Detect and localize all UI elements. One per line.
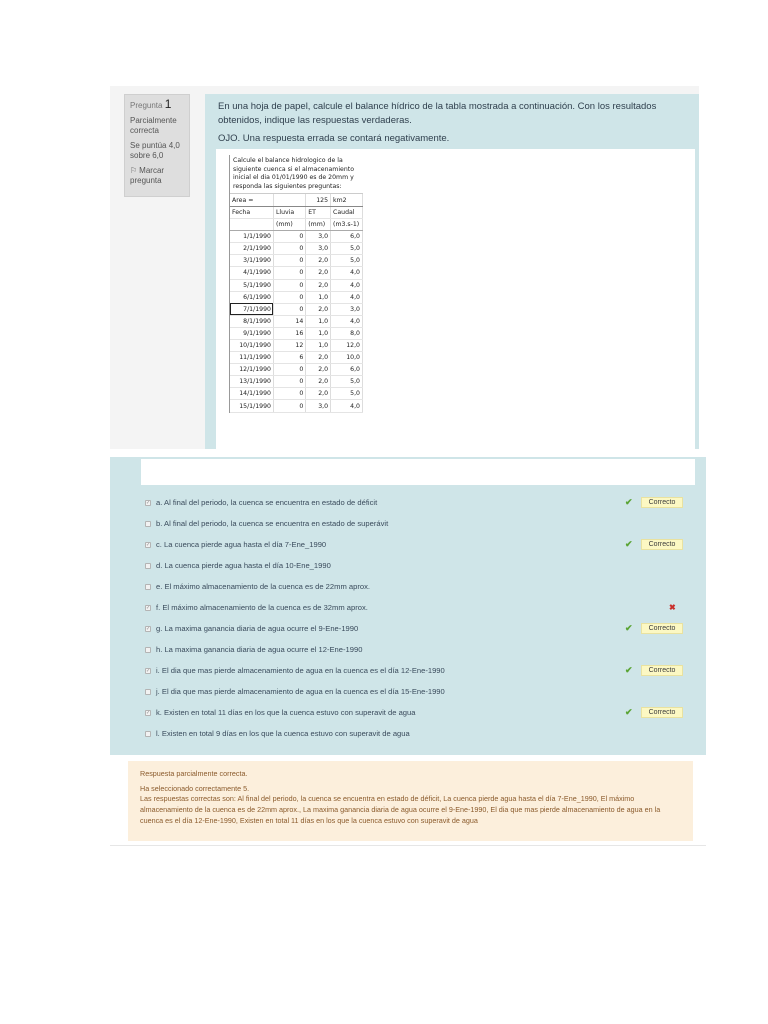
cell-caudal: 10,0	[331, 352, 363, 364]
cell-caudal: 6,0	[331, 231, 363, 243]
unit-et: (mm)	[306, 219, 331, 231]
option-label: i. El dia que mas pierde almacenamiento de agua en la cuenca es el día 12-Ene-1990	[156, 666, 445, 675]
cell-fecha: 3/1/1990	[230, 255, 273, 267]
table-intro-text: Calcule el balance hidrologico de la siguiente cuenca si el almacenamiento inicial el dia 01/01/1990 es de 20mm y responda las siguientes preguntas:	[230, 155, 363, 194]
answer-option-d	[143, 559, 683, 573]
cell-caudal: 5,0	[331, 255, 363, 267]
cell-fecha: 7/1/1990	[230, 303, 273, 315]
option-checkbox[interactable]: ✓	[146, 710, 151, 716]
cell-fecha: 11/1/1990	[230, 352, 273, 364]
cell-caudal: 12,0	[331, 340, 363, 352]
cell-fecha: 13/1/1990	[230, 376, 273, 388]
header-fecha: Fecha	[230, 206, 273, 218]
cell-et: 1,0	[306, 327, 331, 339]
cell-fecha: 1/1/1990	[230, 231, 273, 243]
cell-lluvia: 6	[273, 352, 305, 364]
option-label: e. El máximo almacenamiento de la cuenca es de 22mm aprox.	[156, 582, 370, 591]
answer-option-h	[143, 643, 683, 657]
question-info-box	[124, 94, 190, 197]
question-warning: OJO. Una respuesta errada se contará negativamente.	[218, 133, 450, 144]
cell-caudal: 5,0	[331, 376, 363, 388]
question-label: Pregunta	[130, 101, 163, 110]
cell-et: 1,0	[306, 340, 331, 352]
cell-lluvia: 16	[273, 327, 305, 339]
cell-caudal: 4,0	[331, 315, 363, 327]
correct-badge: Correcto	[641, 623, 683, 634]
option-label: g. La maxima ganancia diaria de agua ocurre el 9-Ene-1990	[156, 624, 359, 633]
cell-fecha: 9/1/1990	[230, 327, 273, 339]
cell-fecha: 2/1/1990	[230, 243, 273, 255]
cell-lluvia: 0	[273, 255, 305, 267]
table-header-row	[230, 206, 363, 218]
correct-badge: Correcto	[641, 707, 683, 718]
cell-lluvia: 14	[273, 315, 305, 327]
option-label: f. El máximo almacenamiento de la cuenca es de 32mm aprox.	[156, 603, 368, 612]
question-panel	[110, 86, 699, 449]
correct-badge: Correcto	[641, 539, 683, 550]
answer-option-b	[143, 517, 683, 531]
cell-fecha: 8/1/1990	[230, 315, 273, 327]
table-row	[230, 364, 363, 376]
cell-et: 2,0	[306, 267, 331, 279]
cell-lluvia: 0	[273, 303, 305, 315]
cell-caudal: 3,0	[331, 303, 363, 315]
option-label: j. El dia que mas pierde almacenamiento de agua en la cuenca es el día 15-Ene-1990	[156, 687, 445, 696]
cell-caudal: 4,0	[331, 279, 363, 291]
cell-caudal: 4,0	[331, 267, 363, 279]
area-value: 125	[306, 194, 331, 206]
cell-et: 1,0	[306, 291, 331, 303]
cell-lluvia: 0	[273, 231, 305, 243]
cross-icon: ✖	[669, 603, 676, 612]
table-row	[230, 400, 363, 412]
option-checkbox[interactable]	[145, 563, 151, 569]
flag-question-link[interactable]	[130, 166, 185, 186]
header-caudal: Caudal	[331, 206, 363, 218]
option-checkbox[interactable]	[145, 731, 151, 737]
unit-caudal: (m3.s-1)	[331, 219, 363, 231]
check-icon: ✔	[625, 497, 633, 507]
data-table-image	[229, 155, 363, 413]
feedback-box	[128, 761, 693, 841]
option-label: l. Existen en total 9 días en los que la cuenca estuvo con superavit de agua	[156, 729, 410, 738]
table-row	[230, 267, 363, 279]
table-row	[230, 315, 363, 327]
option-label: c. La cuenca pierde agua hasta el día 7-Ene_1990	[156, 540, 327, 549]
cell-lluvia: 0	[273, 267, 305, 279]
table-row	[230, 388, 363, 400]
header-et: ET	[306, 206, 331, 218]
table-row	[230, 327, 363, 339]
question-score: Se puntúa 4,0 sobre 6,0	[130, 141, 180, 160]
divider	[110, 845, 706, 846]
check-icon: ✔	[625, 623, 633, 633]
option-checkbox[interactable]	[145, 689, 151, 695]
table-row	[230, 303, 363, 315]
correct-badge: Correcto	[641, 665, 683, 676]
cell-fecha: 15/1/1990	[230, 400, 273, 412]
table-row	[230, 243, 363, 255]
question-number: 1	[164, 97, 172, 111]
option-checkbox[interactable]: ✓	[146, 542, 151, 548]
cell-et: 2,0	[306, 376, 331, 388]
question-state: Parcialmente correcta	[130, 116, 177, 135]
option-checkbox[interactable]: ✓	[146, 605, 151, 611]
check-icon: ✔	[625, 707, 633, 717]
feedback-correct-answers: Las respuestas correctas son: Al final del periodo, la cuenca se encuentra en estado de déficit, La cuenca pierde agua hasta el día 7-Ene_1990, El máximo almacenamiento de la cuenca es de 22mm aprox., La maxima ganancia diaria de agua ocurre el 9-Ene-1990, El dia que mas pierde almacenamiento de agua en la cuenca es el día 12-Ene-1990, Existen en total 11 días en los que la cuenca estuvo con superavit de agua	[140, 794, 661, 825]
answer-option-a	[143, 496, 683, 510]
question-content	[205, 94, 699, 449]
table-row	[230, 279, 363, 291]
table-units-row	[230, 219, 363, 231]
feedback-summary: Respuesta parcialmente correcta.	[140, 769, 248, 778]
cell-et: 3,0	[306, 243, 331, 255]
table-row	[230, 231, 363, 243]
option-label: k. Existen en total 11 días en los que la cuenca estuvo con superavit de agua	[156, 708, 416, 717]
check-icon: ✔	[625, 665, 633, 675]
cell-et: 2,0	[306, 255, 331, 267]
option-checkbox[interactable]: ✓	[146, 626, 151, 632]
option-label: b. Al final del periodo, la cuenca se encuentra en estado de superávit	[156, 519, 389, 528]
answer-option-j	[143, 685, 683, 699]
flag-question-label: Marcar pregunta	[130, 166, 165, 185]
data-table-card	[216, 149, 695, 449]
answer-panel	[110, 457, 706, 755]
option-checkbox[interactable]: ✓	[146, 668, 151, 674]
table-row	[230, 376, 363, 388]
option-checkbox[interactable]	[145, 584, 151, 590]
cell-et: 2,0	[306, 303, 331, 315]
feedback-correct-count: Ha seleccionado correctamente 5.	[140, 783, 250, 793]
table-row	[230, 352, 363, 364]
cell-caudal: 6,0	[331, 364, 363, 376]
cell-fecha: 6/1/1990	[230, 291, 273, 303]
table-row	[230, 340, 363, 352]
cell-caudal: 8,0	[331, 327, 363, 339]
cell-caudal: 5,0	[331, 388, 363, 400]
cell-fecha: 10/1/1990	[230, 340, 273, 352]
option-checkbox[interactable]	[145, 521, 151, 527]
cell-et: 2,0	[306, 388, 331, 400]
header-lluvia: Lluvia	[273, 206, 305, 218]
answer-option-k	[143, 706, 683, 720]
option-label: d. La cuenca pierde agua hasta el día 10-Ene_1990	[156, 561, 331, 570]
cell-lluvia: 0	[273, 243, 305, 255]
cell-caudal: 5,0	[331, 243, 363, 255]
cell-caudal: 4,0	[331, 400, 363, 412]
answer-option-l	[143, 727, 683, 741]
cell-et: 2,0	[306, 364, 331, 376]
answer-option-e	[143, 580, 683, 594]
cell-et: 2,0	[306, 352, 331, 364]
question-text: En una hoja de papel, calcule el balance hídrico de la tabla mostrada a continuación. Con los resultados obtenidos, indique las respuestas verdaderas.	[218, 101, 657, 126]
cell-lluvia: 0	[273, 400, 305, 412]
cell-fecha: 14/1/1990	[230, 388, 273, 400]
cell-et: 2,0	[306, 279, 331, 291]
option-label: h. La maxima ganancia diaria de agua ocurre el 12-Ene-1990	[156, 645, 363, 654]
table-row	[230, 255, 363, 267]
option-label: a. Al final del periodo, la cuenca se encuentra en estado de déficit	[156, 498, 378, 507]
flag-icon: ⚐	[130, 166, 138, 175]
answer-option-i	[143, 664, 683, 678]
check-icon: ✔	[625, 539, 633, 549]
cell-caudal: 4,0	[331, 291, 363, 303]
answer-option-f	[143, 601, 683, 615]
cell-lluvia: 12	[273, 340, 305, 352]
cell-et: 1,0	[306, 315, 331, 327]
area-unit: km2	[331, 194, 363, 206]
answer-header-blank	[141, 459, 695, 485]
cell-et: 3,0	[306, 400, 331, 412]
area-row	[230, 194, 363, 206]
cell-lluvia: 0	[273, 279, 305, 291]
table-row	[230, 291, 363, 303]
cell-fecha: 12/1/1990	[230, 364, 273, 376]
cell-lluvia: 0	[273, 364, 305, 376]
cell-lluvia: 0	[273, 291, 305, 303]
cell-fecha: 5/1/1990	[230, 279, 273, 291]
answer-option-g	[143, 622, 683, 636]
cell-et: 3,0	[306, 231, 331, 243]
question-number-line	[130, 99, 185, 111]
area-label: Area =	[230, 194, 273, 206]
water-balance-table	[230, 194, 363, 412]
answer-option-c	[143, 538, 683, 552]
unit-lluvia: (mm)	[273, 219, 305, 231]
option-checkbox[interactable]: ✓	[146, 500, 151, 506]
correct-badge: Correcto	[641, 497, 683, 508]
cell-lluvia: 0	[273, 376, 305, 388]
cell-fecha: 4/1/1990	[230, 267, 273, 279]
cell-lluvia: 0	[273, 388, 305, 400]
option-checkbox[interactable]	[145, 647, 151, 653]
